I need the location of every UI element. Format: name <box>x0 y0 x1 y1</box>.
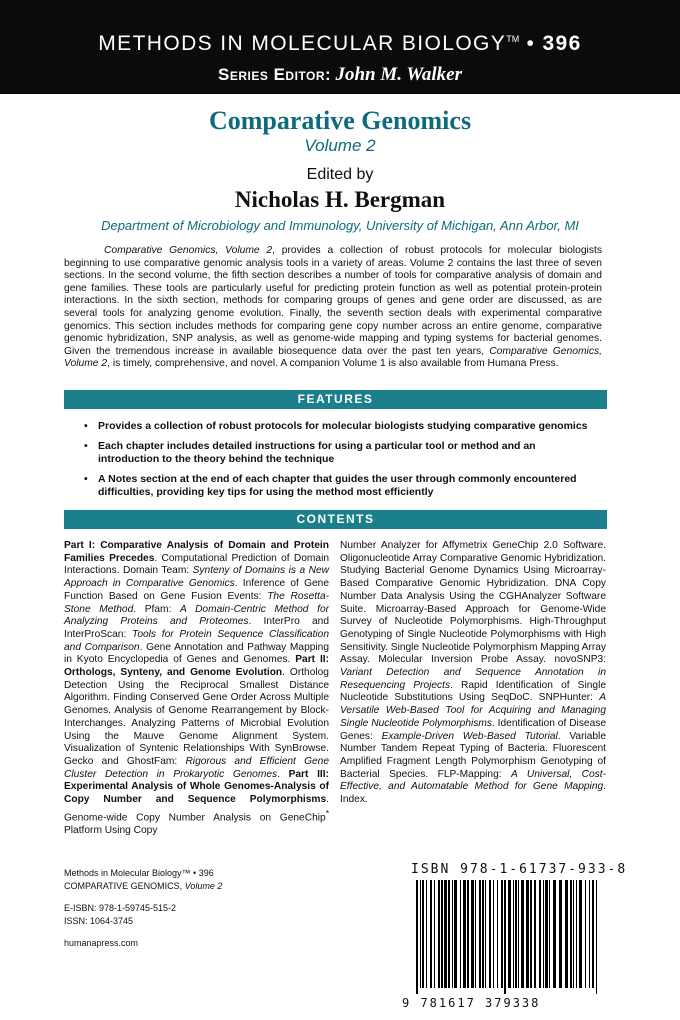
feature-item: • Each chapter includes detailed instructions for using a particular tool or method and an introduction to the theory behind the technique <box>84 440 536 465</box>
barcode-bar <box>534 880 536 988</box>
series-editor-label: Series Editor: <box>218 65 332 84</box>
barcode-bar <box>530 880 532 988</box>
series-info-line: Methods in Molecular Biology™ • 396 <box>64 868 214 878</box>
contents-column-left: Part I: Comparative Analysis of Domain and Protein Families Precedes. Computational Prediction of Domain Interactions. Domain Team: Synteny of Domains is a New Approach in Comparative Genomics. Inference of Gene Function Based on Gene Fusion Events: The Rosetta-Stone Method. Pfam: A Domain-Centric Method for Analyzing Proteins and Proteomes. InterPro and InterProScan: Tools for Protein Sequence Classification and Comparison. Gene Annotation and Pathway Mapping in Kyoto Encyclopedia of Genes and Genomes. Part II: Orthologs, Synteny, and Genome Evolution. Ortholog Detection Using the Reciprocal Smallest Distance Algorithm. Finding Conserved Gene Order Across Multiple Genomes. Analysis of Genome Rearrangement by Block-Interchanges. Analyzing Patterns of Microbial Evolution Using the Mauve Genome Alignment System. Visualization of Syntenic Relationships With SynBrowse. Gecko and GhostFam: Rigorous and Efficient Gene Cluster Detection in Prokaryotic Genomes. Part III: Experimental Analysis of Whole Genomes-Analysis of Copy Number and Sequence Polymorphisms. Genome-wide Copy Number Analysis on GeneChip* Platform Using Copy <box>64 540 330 836</box>
barcode-bar <box>521 880 524 988</box>
barcode-bar <box>508 880 511 988</box>
contents-column-right: Number Analyzer for Affymetrix GeneChip 2.0 Software. Oligonucleotide Array Comparative Genomic Hybridization. Studying Bacterial Genome Dynamics Using Microarray-Based Comparative Genomic Hybridization. DNA Copy Number Data Analysis Using the CGHAnalyzer Software Suite. Microarray-Based Approach for Genome-Wide Survey of Nucleotide Polymorphisms. High-Throughput Genotyping of Single Nucleotide Polymorphisms with High Sensitivity. Single Nucleotide Polymorphism Mapping Array Assay. Molecular Inversion Probe Assay. novoSNP3: Variant Detection and Sequence Annotation in Resequencing Projects. Rapid Identification of Single Nucleotide Substitutions Using SeqDoC. SNPHunter: A Versatile Web-Based Tool for Acquiring and Managing Single Nucleotide Polymorphisms. Identification of Disease Genes: Example-Driven Web-Based Tutorial. Variable Number Tandem Repeat Typing of Bacteria. Fluorescent Amplified Fragment Length Polymorphism Genotyping of Bacterial Species. FLP-Mapping: A Universal, Cost-Effective, and Automatable Method for Gene Mapping. Index. <box>340 540 606 806</box>
series-header-bar <box>0 0 680 94</box>
barcode-bar <box>589 880 590 988</box>
part-1-heading: Part I: Comparative Analysis of Domain and Protein Families Precedes <box>64 540 329 564</box>
barcode-bar <box>497 880 498 988</box>
barcode-bar <box>493 880 494 988</box>
book-description <box>64 245 602 371</box>
series-bullet: • <box>526 32 536 55</box>
series-title <box>0 32 680 56</box>
barcode-bar <box>545 880 548 988</box>
barcode-bar <box>489 880 491 988</box>
barcode-bar <box>553 880 556 988</box>
barcode-bar <box>463 880 466 988</box>
barcode <box>402 880 612 1004</box>
barcode-bar <box>441 880 443 988</box>
editor-affiliation: Department of Microbiology and Immunology, University of Michigan, Ann Arbor, MI <box>101 218 579 233</box>
publication-info <box>64 867 222 950</box>
barcode-bar <box>515 880 517 988</box>
eisbn-line: E-ISBN: 978-1-59745-515-2 <box>64 903 177 913</box>
bullet-icon: • <box>84 473 88 485</box>
edited-by-label: Edited by <box>306 166 374 183</box>
barcode-bar <box>504 880 506 994</box>
description-text-1: , provides a collection of robust protocols for molecular biologists beginning to use comparative genomic analysis tools in a variety of areas. Volume 2 contains the last three of seven sections. In the second volume, the fifth section describes a number of tools for comparative analysis of domain and gene families. These tools are particularly useful for predicting protein function as well as potential protein-protein interactions. In the sixth section, methods for comparing groups of genes and gene order are discussed, as are several tools for analyzing genome evolution. Finally, the seventh section deals with experimental comparative genomics. This section includes methods for comparing gene copy number across an entire genome, comparative genomic hybridization, SNP analysis, as well as genome-wide mapping and typing systems for bacterial genomes. Given the tremendous increase in available biosequence data over the past ten years, <box>64 245 602 357</box>
barcode-bar <box>570 880 572 988</box>
barcode-bar <box>579 880 582 988</box>
barcode-bar <box>479 880 481 988</box>
barcode-bar <box>416 880 418 994</box>
barcode-bar <box>448 880 450 988</box>
contents-heading: CONTENTS <box>64 510 607 529</box>
barcode-bar <box>475 880 476 988</box>
publisher-website: humanapress.com <box>64 938 139 948</box>
barcode-bar <box>422 880 424 988</box>
barcode-graphic <box>402 880 612 994</box>
part-3-heading: Part III: Experimental Analysis of Whole Genomes-Analysis of Copy Number and Sequence Polymorphisms <box>64 768 329 806</box>
barcode-bar <box>539 880 541 988</box>
part-2-heading: Part II: Orthologs, Synteny, and Genome Evolution <box>64 654 330 679</box>
features-list <box>84 420 599 506</box>
barcode-bar <box>596 880 597 994</box>
trademark-mark: TM <box>506 34 520 44</box>
book-title: Comparative Genomics <box>208 106 472 135</box>
feature-item: • Provides a collection of robust protocols for molecular biologists studying comparative genomics <box>84 420 588 432</box>
book-editor-name: Nicholas H. Bergman <box>234 187 446 212</box>
barcode-bar <box>543 880 544 988</box>
barcode-bar <box>471 880 474 988</box>
barcode-bar <box>434 880 435 988</box>
description-title-italic: Comparative Genomics, Volume 2 <box>104 245 273 256</box>
barcode-bar <box>444 880 447 988</box>
barcode-bar <box>565 880 568 988</box>
description-text-2: , is timely, comprehensive, and novel. A companion Volume 1 is also available from Humana Press. <box>107 358 559 370</box>
isbn-digits: 9 781617 379338 <box>402 996 541 1010</box>
barcode-bar <box>430 880 432 988</box>
barcode-bar <box>420 880 421 988</box>
series-editor-line <box>0 64 680 86</box>
barcode-bar <box>585 880 586 988</box>
issn-line: ISSN: 1064-3745 <box>64 915 134 926</box>
barcode-bar <box>513 880 514 988</box>
barcode-bar <box>526 880 529 988</box>
barcode-bar <box>452 880 453 988</box>
series-editor-name: John M. Walker <box>335 64 462 85</box>
book-volume: Volume 2 <box>304 136 376 155</box>
bullet-icon: • <box>84 420 88 432</box>
book-title-info-line: COMPARATIVE GENOMICS, Volume 2 <box>64 880 223 891</box>
bullet-icon: • <box>84 440 88 452</box>
description-title-italic-2: Comparative Genomics, Volume 2 <box>64 345 602 370</box>
features-heading: FEATURES <box>64 390 607 409</box>
barcode-bar <box>573 880 574 988</box>
barcode-bar <box>559 880 562 988</box>
barcode-bar <box>549 880 550 988</box>
barcode-bar <box>467 880 469 988</box>
series-number: 396 <box>542 32 582 55</box>
barcode-bar <box>426 880 427 988</box>
barcode-bar <box>576 880 577 988</box>
barcode-bar <box>460 880 461 988</box>
barcode-bar <box>518 880 519 988</box>
barcode-bar <box>501 880 503 988</box>
barcode-bar <box>438 880 440 988</box>
barcode-bar <box>454 880 457 988</box>
isbn-label: ISBN 978-1-61737-933-8 <box>411 862 628 877</box>
series-name: METHODS IN MOLECULAR BIOLOGY <box>98 32 507 55</box>
barcode-bar <box>485 880 486 988</box>
barcode-bar <box>592 880 594 988</box>
barcode-bar <box>482 880 484 988</box>
feature-item: • A Notes section at the end of each chapter that guides the user through commonly encountered difficulties, providing key tips for using the method most efficiently <box>84 473 577 498</box>
